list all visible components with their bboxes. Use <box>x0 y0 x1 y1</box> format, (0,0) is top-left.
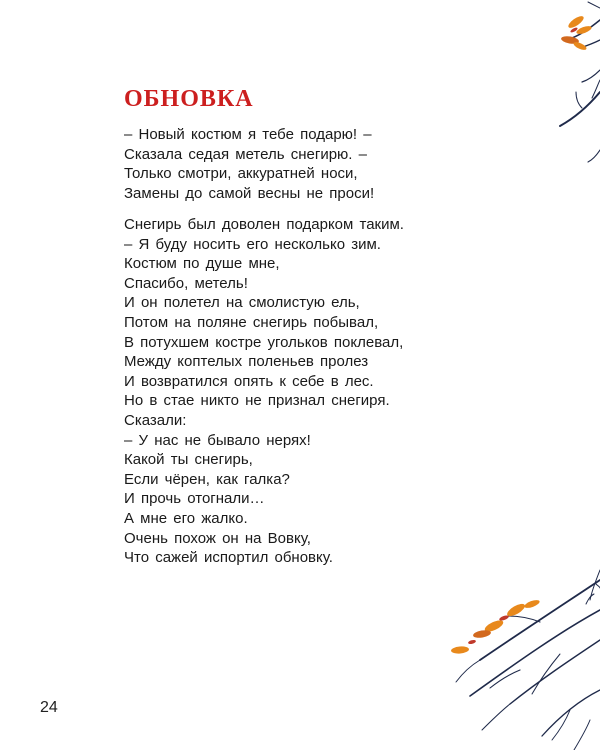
poem-line: И возвратился опять к себе в лес. <box>124 372 374 390</box>
poem-line: В потухшем костре угольков поклевал, <box>124 333 404 351</box>
poem-line: – Новый костюм я тебе подарю! – <box>124 126 372 143</box>
poem-title: ОБНОВКА <box>124 86 254 112</box>
stanza-2 <box>124 215 404 568</box>
poem-line: Снегирь был доволен подарком таким. <box>124 216 404 233</box>
poem-line: Только смотри, аккуратней носи, <box>124 165 358 183</box>
poem-line: Сказали: <box>124 411 187 429</box>
poem-line: И он полетел на смолистую ель, <box>124 294 360 312</box>
poem-line: – У нас не бывало нерях! <box>124 431 311 449</box>
branch-decoration-top <box>530 0 600 180</box>
poem-line: Очень похож он на Вовку, <box>124 529 311 547</box>
poem-line: Замены до самой весны не проси! <box>124 184 375 202</box>
poem-line: Сказала седая метель снегирю. – <box>124 145 367 163</box>
page-number: 24 <box>40 699 58 716</box>
poem-line: Спасибо, метель! <box>124 274 248 292</box>
poem-line: – Я буду носить его несколько зим. <box>124 235 381 253</box>
stanza-1 <box>124 125 374 203</box>
poem-line: Если чёрен, как галка? <box>124 470 290 488</box>
poem-line: А мне его жалко. <box>124 509 248 527</box>
branch-decoration-bottom <box>420 570 600 750</box>
poem-line: Но в стае никто не признал снегиря. <box>124 392 390 410</box>
poem-line: Потом на поляне снегирь побывал, <box>124 313 379 331</box>
poem-line: И прочь отогнали… <box>124 490 265 508</box>
poem-line: Костюм по душе мне, <box>124 255 280 273</box>
poem-line: Между коптелых поленьев пролез <box>124 353 369 371</box>
poem-line: Какой ты снегирь, <box>124 451 253 469</box>
poem-line: Что сажей испортил обновку. <box>124 549 333 567</box>
